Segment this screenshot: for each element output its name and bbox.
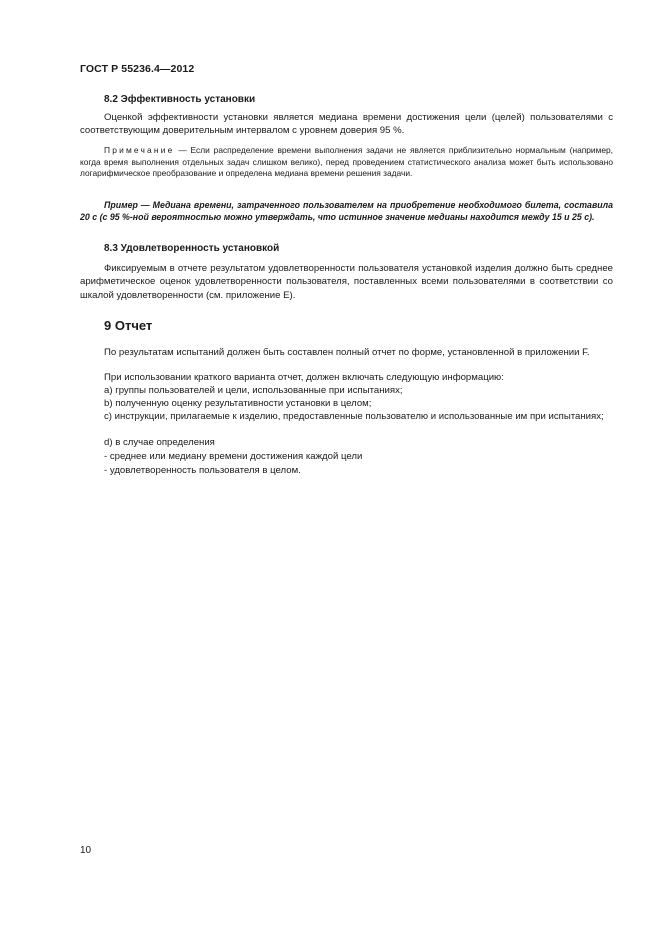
standard-header: ГОСТ Р 55236.4—2012 <box>80 63 195 75</box>
report-paragraph-2: При использовании краткого варианта отчет, должен включать следующую информацию: <box>104 372 504 383</box>
list-item-c: c) инструкции, прилагаемые к изделию, предоставленные пользователю и использованные им при испытаниях; <box>104 411 604 422</box>
section-9-title: 9 Отчет <box>104 318 153 333</box>
note-text: — Если распределение времени выполнения задачи не является приблизительно нормальным (например, когда время выполнения отдельных задач слишком велико), перед проведением статистического анализа может быть использовано логарифмическое преобразование и определена медиана времени решения задачи. <box>80 145 613 178</box>
note-paragraph <box>80 145 613 180</box>
section-8-2-title: 8.2 Эффективность установки <box>104 94 256 105</box>
page-number: 10 <box>80 845 92 856</box>
example-paragraph: Пример — Медиана времени, затраченного пользователем на приобретение необходимого билета, составила 20 с (с 95 %-ной вероятностью можно утверждать, что истинное значение медианы находится между 15 и 25 с). <box>80 200 613 222</box>
list-item-d: d) в случае определения <box>104 437 215 448</box>
note-label: Примечание <box>104 145 175 155</box>
list-subitem-2: - удовлетворенность пользователя в целом. <box>104 465 301 476</box>
report-paragraph-1: По результатам испытаний должен быть составлен полный отчет по форме, установленной в приложении F. <box>104 347 590 358</box>
section-8-2-text: Оценкой эффективности установки является медиана времени достижения цели (целей) пользователями с соответствующим доверительным интервалом с уровнем доверия 95 %. <box>80 112 613 137</box>
list-subitem-1: - среднее или медиану времени достижения каждой цели <box>104 451 363 462</box>
list-item-a: a) группы пользователей и цели, использованные при испытаниях; <box>104 385 403 396</box>
section-8-3-title: 8.3 Удовлетворенность установкой <box>104 243 280 254</box>
section-8-3-text: Фиксируемым в отчете результатом удовлетворенности пользователя установкой изделия должно быть среднее арифметическое оценок удовлетворенности пользователя, поставленных всеми пользователями в соответствии со шкалой удовлетворенности (см. приложение Е). <box>80 263 613 301</box>
list-item-b: b) полученную оценку результативности установки в целом; <box>104 398 372 409</box>
